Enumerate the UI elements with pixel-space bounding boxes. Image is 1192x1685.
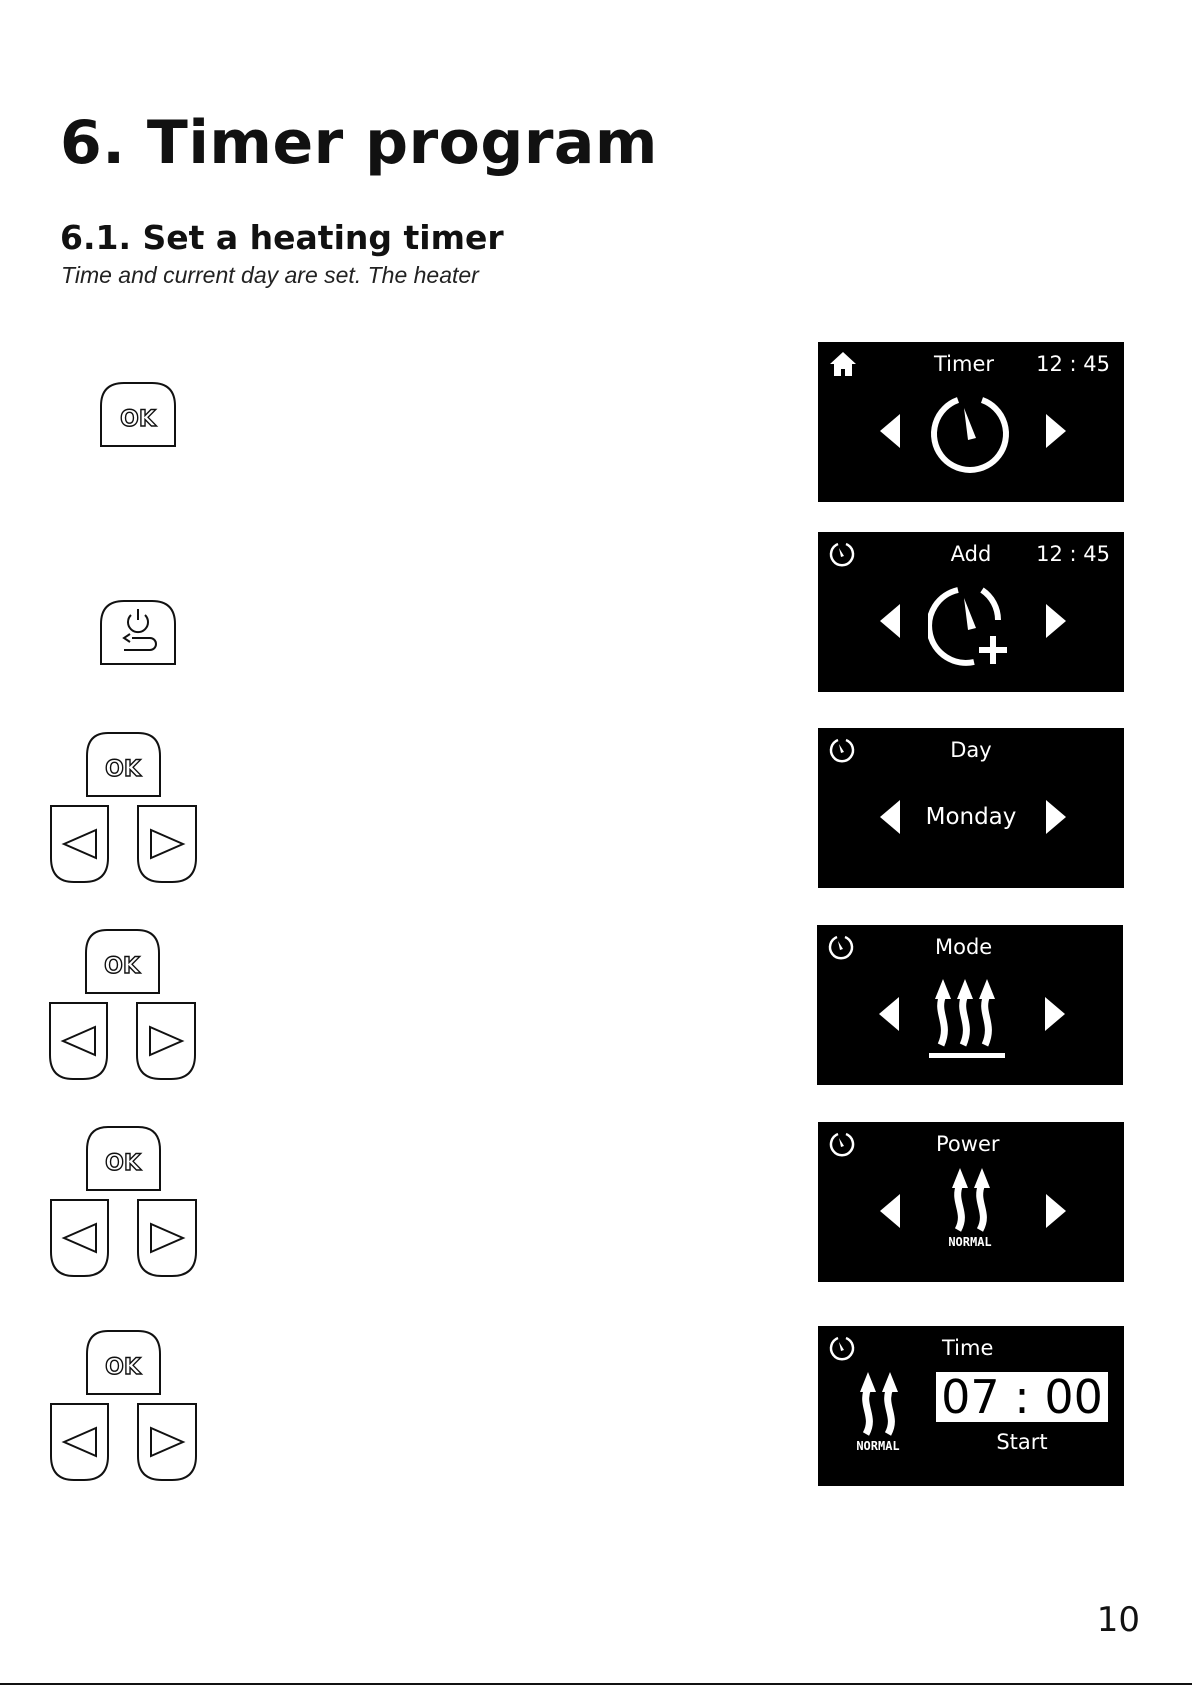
- display-screen-power: [818, 1122, 1124, 1282]
- left-arrow-icon: [880, 1194, 902, 1228]
- button-group: [50, 1330, 200, 1482]
- screen-title: Mode: [935, 935, 993, 959]
- timer-add-icon: [928, 584, 1018, 674]
- page-title: 6. Timer program: [60, 108, 658, 178]
- display-screen-timer: [818, 342, 1124, 502]
- ok-button-label: OK: [120, 407, 156, 432]
- ok-button[interactable]: [86, 930, 159, 993]
- left-arrow-icon: [880, 604, 902, 638]
- ok-button-label: OK: [105, 1151, 141, 1176]
- display-screen-day: [818, 728, 1124, 888]
- home-icon: [828, 350, 858, 378]
- left-arrow-icon: [879, 997, 901, 1031]
- right-arrow-icon: [1043, 997, 1065, 1031]
- button-group: [49, 929, 199, 1081]
- ok-button[interactable]: [100, 382, 176, 448]
- right-arrow-icon: [1044, 414, 1066, 448]
- screen-title: Add: [950, 542, 992, 566]
- power-back-button[interactable]: [100, 600, 176, 666]
- timer-small-icon: [828, 1334, 856, 1362]
- left-arrow-button[interactable]: [51, 806, 108, 882]
- display-screen-mode: [817, 925, 1123, 1085]
- screen-title: Timer: [934, 352, 995, 376]
- right-arrow-icon: [1044, 604, 1066, 638]
- display-screen-time: [818, 1326, 1124, 1486]
- screen-title: Power: [936, 1132, 1000, 1156]
- right-arrow-button[interactable]: [137, 1003, 195, 1079]
- right-arrow-icon: [1044, 1194, 1066, 1228]
- right-arrow-button[interactable]: [138, 1200, 196, 1276]
- screen-clock: 12 : 45: [1036, 352, 1110, 376]
- page-number: 10: [1096, 1600, 1140, 1640]
- start-time-value: 07 : 00: [936, 1372, 1108, 1422]
- timer-small-icon: [828, 1130, 856, 1158]
- screen-clock: 12 : 45: [1036, 542, 1110, 566]
- power-level-label: NORMAL: [948, 1235, 992, 1248]
- power-normal-icon: [846, 1372, 910, 1452]
- left-arrow-icon: [880, 414, 902, 448]
- right-arrow-button[interactable]: [138, 806, 196, 882]
- start-label: Start: [996, 1430, 1048, 1454]
- ok-button-label: OK: [105, 757, 141, 782]
- intro-text: Time and current day are set. The heater: [61, 262, 479, 288]
- power-level-label: NORMAL: [856, 1439, 900, 1452]
- button-group: [50, 1126, 200, 1278]
- left-arrow-button[interactable]: [51, 1404, 108, 1480]
- section-title: 6.1. Set a heating timer: [60, 218, 504, 257]
- timer-icon: [928, 394, 1012, 478]
- ok-button[interactable]: [87, 733, 160, 796]
- day-value: Monday: [925, 804, 1017, 830]
- ok-button-label: OK: [105, 1355, 141, 1380]
- power-normal-icon: [938, 1168, 1002, 1248]
- heating-waves-icon: [927, 979, 1007, 1061]
- button-group: [50, 732, 200, 884]
- left-arrow-button[interactable]: [50, 1003, 107, 1079]
- left-arrow-button[interactable]: [51, 1200, 108, 1276]
- screen-title: Time: [942, 1336, 994, 1360]
- ok-button-label: OK: [104, 954, 140, 979]
- ok-button[interactable]: [87, 1127, 160, 1190]
- right-arrow-button[interactable]: [138, 1404, 196, 1480]
- display-screen-add: [818, 532, 1124, 692]
- ok-button[interactable]: [87, 1331, 160, 1394]
- timer-small-icon: [827, 933, 855, 961]
- screen-title: Day: [950, 738, 992, 762]
